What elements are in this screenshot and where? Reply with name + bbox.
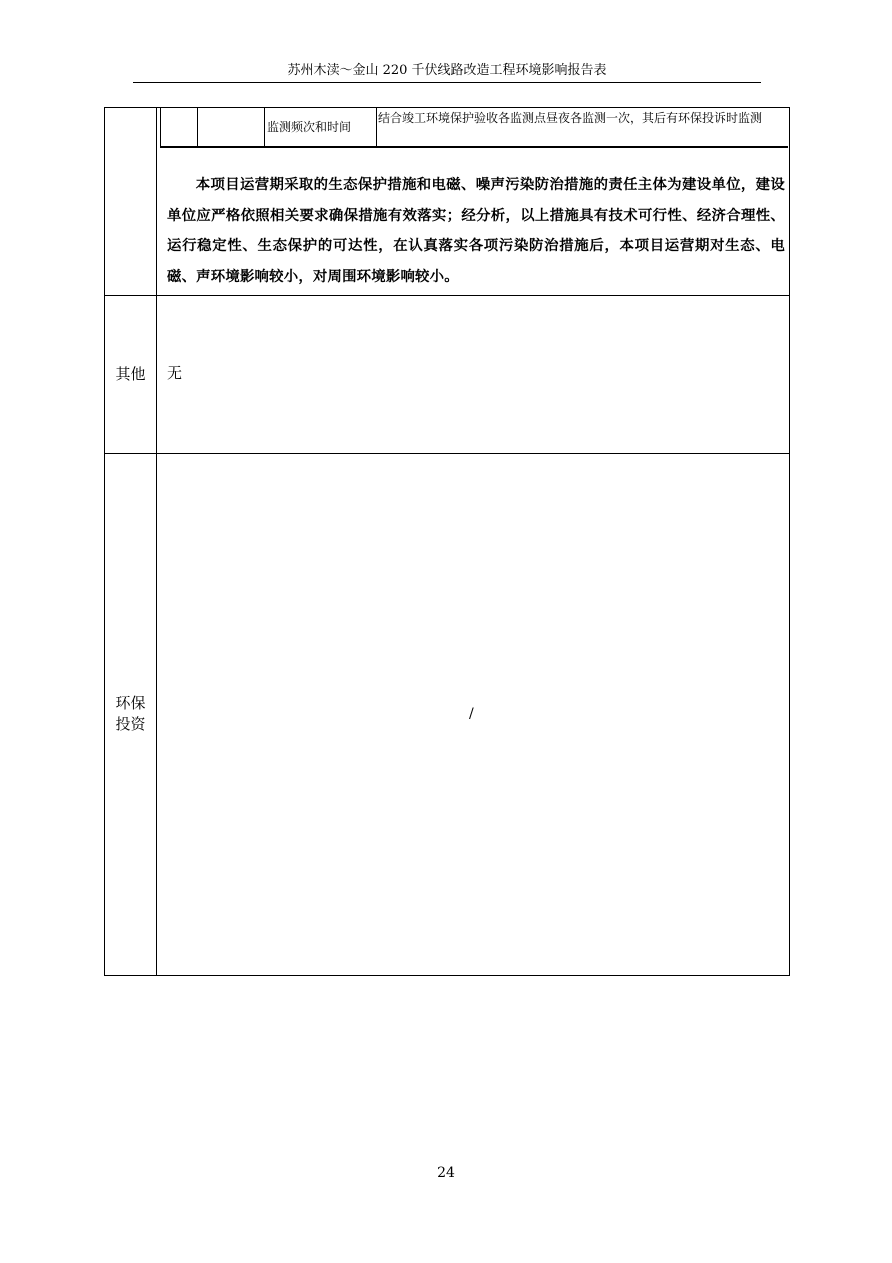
label-column-divider — [156, 108, 157, 975]
inner-divider — [160, 108, 161, 146]
operation-period-conclusion: 本项目运营期采取的生态保护措施和电磁、噪声污染防治措施的责任主体为建设单位，建设单位应严格依照相关要求确保措施有效落实；经分析，以上措施具有技术可行性、经济合理性、运行稳定性、生态保护的可达性，在认真落实各项污染防治措施后，本项目运营期对生态、电磁、声环境影响较小，对周围环境影响较小。 — [167, 177, 785, 285]
inner-divider — [197, 108, 198, 146]
page-header — [133, 60, 761, 83]
inner-divider — [376, 108, 377, 146]
row-divider — [105, 295, 789, 296]
inner-table-bottom-border — [160, 146, 788, 148]
investment-label-line2: 投资 — [115, 715, 146, 733]
other-label: 其他 — [115, 365, 146, 383]
investment-label-line1: 环保 — [115, 694, 146, 712]
monitoring-frequency-label: 监测频次和时间 — [267, 120, 352, 134]
inner-divider — [264, 108, 265, 146]
document-title: 苏州木渎～金山 220 千伏线路改造工程环境影响报告表 — [287, 63, 607, 78]
investment-label — [105, 693, 156, 735]
other-value: 无 — [167, 364, 183, 382]
monitoring-row — [157, 108, 789, 146]
monitoring-frequency-value: 结合竣工环境保护验收各监测点昼夜各监测一次，其后有环保投诉时监测 — [378, 111, 763, 125]
row-divider — [105, 453, 789, 454]
report-table — [104, 107, 790, 976]
page-number: 24 — [437, 1165, 455, 1181]
investment-value: / — [469, 706, 474, 722]
